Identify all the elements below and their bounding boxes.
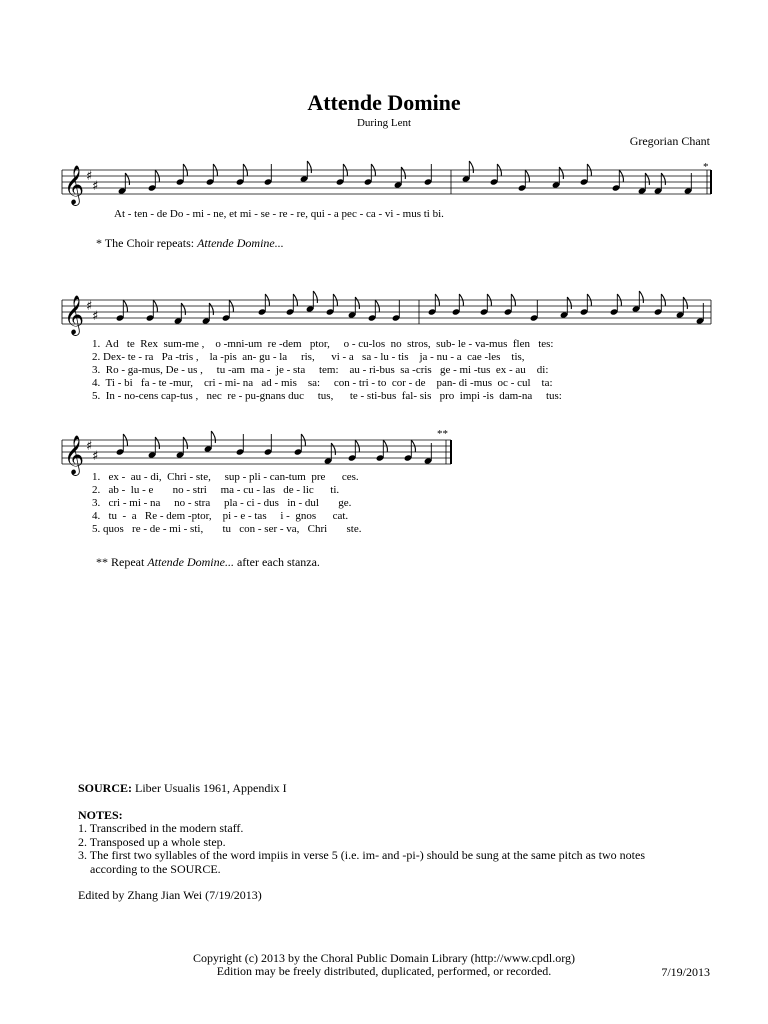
verse-line: 1. ex - au - di, Chri - ste, sup - pli - can-tum pre ces. [92,471,359,483]
note-flag [155,437,159,449]
note-flag [211,431,215,443]
note-item: 1. Transcribed in the modern staff. [78,821,244,835]
verse-line: 4. Ti - bi fa - te -mur, cri - mi- na ad - mis sa: con - tri - to cor - de pan- di -mus oc - cul ta: [92,377,553,389]
treble-clef-icon: 𝄞 [64,295,85,335]
composer: Gregorian Chant [629,134,710,148]
staff-system-3 [0,0,768,480]
source-label: SOURCE: [78,781,133,795]
footnote-2: ** Repeat Attende Domine... after each stanza. [96,555,320,569]
copyright: Copyright (c) 2013 by the Choral Public Domain Library (http://www.cpdl.org) Edition may be freely distributed, duplicated, performed, or recorded. [193,951,575,978]
sharp-icon: ♯ [86,169,93,184]
verse-line: 3. cri - mi - na no - stra pla - ci - dus in - dul ge. [92,497,352,509]
verse-line: 4. tu - a Re - dem -ptor, pi - e - tas i - gnos cat. [92,510,349,522]
verse-line: 5. quos re - de - mi - sti, tu con - ser - va, Chri ste. [92,523,362,535]
note-flag [183,437,187,449]
sharp-icon: ♯ [86,299,93,314]
treble-clef-icon: 𝄞 [64,165,85,205]
note-group [116,431,433,465]
verse-line: 5. In - no-cens cap-tus , nec re - pu-gnans duc tus, te - sti-bus fal- sis pro impi -is dam-na tus: [92,390,562,402]
verse-line: 1. Ad te Rex sum-me , o -mni-um re -dem ptor, o - cu-los no stros, sub- le - va-mus flen tes: [92,338,554,350]
source-text: Liber Usualis 1961, Appendix I [132,781,287,795]
page-title: Attende Domine [307,90,461,115]
verses-block-b [92,471,361,536]
sharp-icon: ♯ [92,179,99,194]
note-item: according to the SOURCE. [78,861,221,876]
note-flag [331,443,335,455]
verse-line: 3. Ro - ga-mus, De - us , tu -am ma - je - sta tem: au - ri-bus sa -cris ge - mi -tus ex - au di: [92,364,549,376]
page-subtitle: During Lent [356,117,412,129]
sharp-icon: ♯ [86,439,93,454]
treble-clef-icon: 𝄞 [64,435,85,475]
sharp-icon: ♯ [92,309,99,324]
verse-line: 2. Dex- te - ra Pa -tris , la -pis an- gu - la ris, vi - a sa - lu - tis ja - nu - a cae -les tis, [92,351,525,363]
end-marker: ** [437,428,448,440]
refrain-lyrics: At - ten - de Do - mi - ne, et mi - se - re - re, qui - a pec - ca - vi - mus ti bi. [114,208,444,220]
verse-line: 2. ab - lu - e no - stri ma - cu - las de - lic ti. [92,484,340,496]
footer-date: 7/19/2013 [661,965,710,979]
editor-credit: Edited by Zhang Jian Wei (7/19/2013) [78,888,262,902]
refrain-marker: * [703,161,709,173]
notes-label: NOTES: [78,807,123,822]
sharp-icon: ♯ [92,449,99,464]
footnote-1: * The Choir repeats: Attende Domine... [96,236,284,250]
source-notes [78,782,718,903]
note-item: 3. The first two syllables of the word impiis in verse 5 (i.e. im- and -pi-) should be sung at the same pitch as two notes [78,848,646,862]
note-item: 2. Transposed up a whole step. [78,834,226,849]
